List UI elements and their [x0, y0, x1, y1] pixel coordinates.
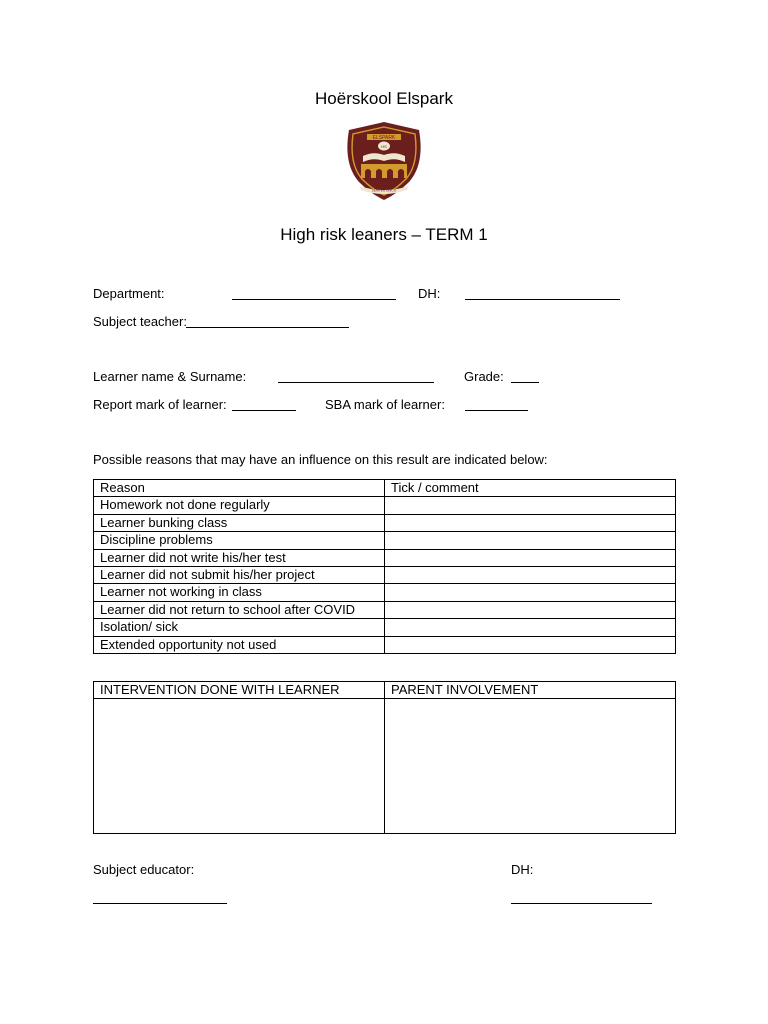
table-row — [94, 601, 676, 618]
tick-cell[interactable] — [385, 619, 676, 636]
tick-cell[interactable] — [385, 566, 676, 583]
table-row — [94, 566, 676, 583]
department-label: Department: — [93, 286, 165, 301]
reasons-table — [93, 479, 676, 654]
table-header-row — [94, 480, 676, 497]
subject-educator-label: Subject educator: — [93, 862, 195, 877]
report-mark-label: Report mark of learner: — [93, 397, 227, 412]
table-row — [94, 532, 676, 549]
tick-cell[interactable] — [385, 636, 676, 653]
reason-cell: Learner bunking class — [94, 514, 385, 531]
crest-top-text: ELSPARK — [372, 135, 396, 141]
subject-teacher-label: Subject teacher: — [93, 314, 187, 329]
reasons-intro: Possible reasons that may have an influence on this result are indicated below: — [93, 452, 548, 467]
reason-cell: Learner did not return to school after COVID — [94, 601, 385, 618]
tick-cell[interactable] — [385, 584, 676, 601]
intervention-header: INTERVENTION DONE WITH LEARNER — [94, 682, 385, 699]
intervention-table — [93, 681, 676, 834]
form-title: High risk leaners – TERM 1 — [280, 225, 488, 244]
reason-cell: Learner did not write his/her test — [94, 549, 385, 566]
learner-name-label: Learner name & Surname: — [93, 369, 247, 384]
table-row — [94, 514, 676, 531]
department-line[interactable] — [232, 299, 396, 300]
tick-cell[interactable] — [385, 497, 676, 514]
school-name: Hoërskool Elspark — [315, 89, 453, 108]
table-row — [94, 619, 676, 636]
tick-cell[interactable] — [385, 549, 676, 566]
reason-cell: Learner did not submit his/her project — [94, 566, 385, 583]
table-row — [94, 699, 676, 834]
table-row — [94, 584, 676, 601]
dh-signature-label: DH: — [511, 862, 534, 877]
parent-involvement-cell[interactable] — [385, 699, 676, 834]
table-row — [94, 497, 676, 514]
reason-cell: Learner not working in class — [94, 584, 385, 601]
svg-text:HS: HS — [381, 144, 387, 149]
learner-name-line[interactable] — [278, 382, 434, 383]
tick-cell[interactable] — [385, 532, 676, 549]
reason-cell: Homework not done regularly — [94, 497, 385, 514]
reason-cell: Discipline problems — [94, 532, 385, 549]
grade-label: Grade: — [464, 369, 504, 384]
table-header-row — [94, 682, 676, 699]
dh-signature-line[interactable] — [511, 903, 652, 904]
tick-cell[interactable] — [385, 514, 676, 531]
school-crest — [339, 120, 429, 204]
parent-involvement-header: PARENT INVOLVEMENT — [385, 682, 676, 699]
svg-text:SEMPER DISCO: SEMPER DISCO — [371, 188, 397, 193]
table-row — [94, 636, 676, 653]
sba-mark-label: SBA mark of learner: — [325, 397, 445, 412]
report-mark-line[interactable] — [232, 410, 296, 411]
grade-line[interactable] — [511, 382, 539, 383]
sba-mark-line[interactable] — [465, 410, 528, 411]
tick-comment-header: Tick / comment — [385, 480, 676, 497]
tick-cell[interactable] — [385, 601, 676, 618]
table-row — [94, 549, 676, 566]
reason-cell: Isolation/ sick — [94, 619, 385, 636]
intervention-cell[interactable] — [94, 699, 385, 834]
dh-line[interactable] — [465, 299, 620, 300]
subject-teacher-line[interactable] — [186, 327, 349, 328]
subject-educator-line[interactable] — [93, 903, 227, 904]
reason-cell: Extended opportunity not used — [94, 636, 385, 653]
dh-label: DH: — [418, 286, 441, 301]
reason-header: Reason — [94, 480, 385, 497]
